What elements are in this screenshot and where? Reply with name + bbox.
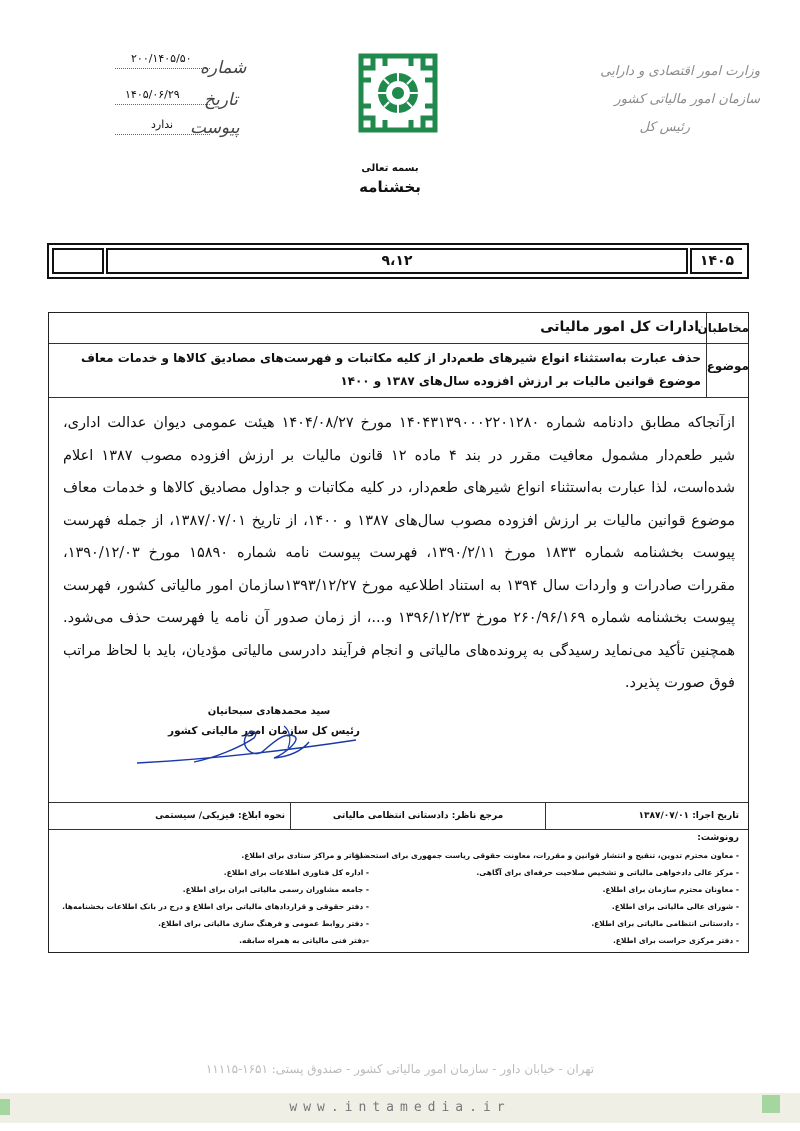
copy-recipient: - دفاتر و مراکز ستادی برای اطلاع. [241,851,369,860]
letter-number-line [115,52,210,69]
addressee-label: مخاطبان [697,321,749,335]
letter-date-line [115,88,210,105]
circular-year: ۱۴۰۵ [690,248,742,274]
circular-body: ازآنجاکه مطابق دادنامه شماره ۱۴۰۴۳۱۳۹۰۰۰۲۲۰۱۲۸۰ مورخ ۱۴۰۴/۰۸/۲۷ هیئت عمومی دیوان عدالت اداری، شیر طعم‌دار مشمول معافیت مقرر در بند ۴ ماده ۱۲ قانون مالیات بر ارزش افزوده مصوب ۱۳۸۷ اعلام شده‌است، لذا عبارت به‌استثناء انواع شیرهای طعم‌دار، در کلیه مکاتبات و جداول مصادیق کالاها و خدمات معاف موضوع قوانین مالیات بر ارزش افزوده مصوب سال‌های ۱۳۸۷ و ۱۴۰۰، از تاریخ ۱۳۸۷/۰۷/۰۱، از جمله فهرست پیوست بخشنامه شماره ۱۸۳۳ مورخ ۱۳۹۰/۲/۱۱، فهرست پیوست نامه شماره ۱۵۸۹۰ مورخ ۱۳۹۰/۱۲/۰۳، مقررات صادرات و واردات سال ۱۳۹۴ به استناد اطلاعیه مورخ ۱۳۹۳/۱۲/۲۷سازمان امور مالیاتی کشور، فهرست پیوست بخشنامه شماره ۲۶۰/۹۶/۱۶۹ مورخ ۱۳۹۶/۱۲/۲۳ و...، از زمان صدور آن نامه یا فهرست حذف می‌شود. همچنین تأکید می‌نماید رسیدگی به پرونده‌های مالیاتی و انجام فرآیند دادرسی مالیاتی مؤدیان، باید با لحاظ مراتب فوق صورت پذیرد. [63,415,736,691]
subject-value: حذف عبارت به‌استثناء انواع شیرهای طعم‌دار از کلیه مکاتبات و فهرست‌های مصادیق کالاها و خدمات معاف موضوع قوانین مالیات بر ارزش افزوده سال‌های ۱۳۸۷ و ۱۴۰۰ [80,351,701,388]
letter-number-value: ۲۰۰/۱۴۰۵/۵۰ [131,52,192,65]
ministry-header [560,58,760,142]
ministry-line-3: رئیس کل [639,120,690,135]
copy-recipient: - اداره کل فناوری اطلاعات برای اطلاع. [223,868,369,877]
copies-right-list [353,851,739,953]
circular-table [48,312,749,953]
notification-method: نحوه ابلاغ: فیزیکی/ سیستمی [155,811,285,821]
copies-left-list [62,851,369,953]
copy-recipient: - دادستانی انتظامی مالیاتی برای اطلاع. [591,919,739,928]
besmeh: بسمه تعالی [361,163,419,174]
ministry-line-2: سازمان امور مالیاتی کشور [614,92,760,107]
subject-label: موضوع [706,359,749,373]
accent-square-right [762,1095,780,1113]
copy-recipient: - مرکز عالی دادخواهی مالیاتی و تشخیص صلاحیت حرفه‌ای برای آگاهی. [476,868,739,877]
row-divider-4 [49,829,748,830]
copy-recipient: - دفتر مرکزی حراست برای اطلاع. [612,936,739,945]
document-type: بخشنامه [359,178,421,196]
copy-recipient: - معاونان محترم سازمان برای اطلاع. [602,885,739,894]
row-divider-1 [49,343,748,344]
letter-date-label: تاریخ [204,90,238,110]
letter-attachment-label: پیوست [190,118,240,138]
execution-date: تاریخ اجرا: ۱۳۸۷/۰۷/۰۱ [638,811,739,821]
letter-number-label: شماره [200,58,247,78]
copy-recipient: -دفتر فنی مالیاتی به همراه سابقه. [239,936,369,945]
addressee-value: ادارات کل امور مالیاتی [540,319,699,335]
copy-recipient: - معاون محترم تدوین، تنقیح و انتشار قوانین و مقررات، معاونت حقوقی ریاست جمهوری برای استحضار. [353,851,739,860]
row-divider-2 [49,397,748,398]
signatory-name: سید محمدهادی سبحانیان [207,706,331,717]
footer-divider-b [545,802,546,829]
supervisory-authority: مرجع ناظر: دادستانی انتظامی مالیاتی [332,811,504,821]
tax-organization-logo [355,50,441,136]
copy-recipient: - دفتر روابط عمومی و فرهنگ سازی مالیاتی برای اطلاع. [158,919,369,928]
handwritten-signature [134,718,364,768]
copy-recipient: - شورای عالی مالیاتی برای اطلاع. [611,902,739,911]
circular-number-bar [47,243,749,279]
copies-title: رونوشت: [697,833,739,843]
website-url[interactable]: www.intamedia.ir [289,1100,511,1115]
number-bar-blank-right [742,248,744,274]
copy-recipient: - جامعه مشاوران رسمی مالیاتی ایران برای اطلاع. [182,885,369,894]
footer-divider-a [290,802,291,829]
ministry-line-1: وزارت امور اقتصادی و دارایی [600,64,760,79]
circular-code: ۹،۱۲ [106,248,688,274]
organization-address: تهران - خیابان داور - سازمان امور مالیاتی کشور - صندوق پستی: ۱۶۵۱-۱۱۱۱۵ [205,1062,595,1076]
letter-attachment-value: ندارد [151,118,174,131]
copy-recipient: - دفتر حقوقی و قراردادهای مالیاتی برای اطلاع و درج در بانک اطلاعات بخشنامه‌ها. [62,902,369,911]
signatory-title: رئیس کل سازمان امور مالیاتی کشور [168,725,360,737]
letter-date-value: ۱۴۰۵/۰۶/۲۹ [125,88,180,101]
number-bar-blank-left [52,248,104,274]
row-divider-3 [49,802,748,803]
accent-square-left [0,1099,10,1115]
